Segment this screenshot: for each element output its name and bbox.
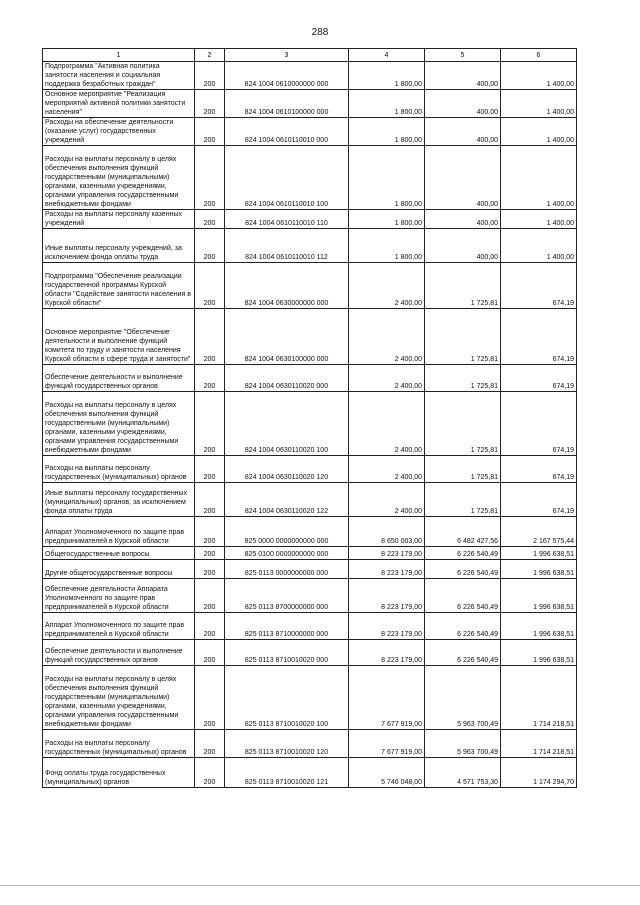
row-code-cell: 200	[195, 62, 225, 90]
row-value-col5-cell: 1 725,81	[425, 456, 501, 483]
row-value-col6-cell: 1 400,00	[501, 90, 577, 118]
row-classification-cell: 825 0113 8710010020 121	[225, 758, 349, 788]
row-code-cell: 200	[195, 560, 225, 579]
row-name-cell: Расходы на выплаты персоналу в целях обеспечения выполнения функций государственными (муниципальными) органами, казенными учреждениями, органами управления государственными внебюджетными фондами	[43, 146, 195, 210]
row-classification-cell: 824 1004 0610100000 000	[225, 90, 349, 118]
table-row	[43, 560, 577, 579]
header-cell: 6	[501, 49, 577, 62]
row-name-cell: Подпрограмма "Активная политика занятости населения и социальная поддержка безработных граждан"	[43, 62, 195, 90]
row-value-col6-cell: 1 400,00	[501, 118, 577, 146]
row-name-cell: Основное мероприятие "Реализация мероприятий активной политики занятости населения"	[43, 90, 195, 118]
table-row	[43, 118, 577, 146]
row-classification-cell: 825 0000 0000000000 000	[225, 517, 349, 547]
table-row	[43, 210, 577, 229]
row-name-cell: Иные выплаты персоналу государственных (муниципальных) органов, за исключением фонда оплаты труда	[43, 483, 195, 517]
row-name-cell: Основное мероприятие "Обеспечение деятельности и выполнение функций комитета по труду и занятости населения Курской области в сфере труда и занятости"	[43, 309, 195, 365]
page-edge-divider	[0, 885, 640, 886]
row-code-cell: 200	[195, 517, 225, 547]
row-classification-cell: 824 1004 0630110020 000	[225, 365, 349, 392]
row-value-col4-cell: 1 800,00	[349, 62, 425, 90]
row-value-col6-cell: 1 714 218,51	[501, 730, 577, 758]
row-value-col6-cell: 1 996 638,51	[501, 547, 577, 560]
row-value-col4-cell: 2 400,00	[349, 456, 425, 483]
budget-table	[42, 48, 577, 788]
table-body	[43, 62, 577, 788]
row-classification-cell: 825 0113 8710010020 120	[225, 730, 349, 758]
row-value-col4-cell: 1 800,00	[349, 90, 425, 118]
row-code-cell: 200	[195, 263, 225, 309]
row-value-col5-cell: 400,00	[425, 90, 501, 118]
table-row	[43, 365, 577, 392]
row-name-cell: Обеспечение деятельности и выполнение функций государственных органов	[43, 640, 195, 666]
row-value-col6-cell: 1 400,00	[501, 229, 577, 263]
row-value-col5-cell: 400,00	[425, 229, 501, 263]
row-value-col6-cell: 1 400,00	[501, 62, 577, 90]
row-value-col6-cell: 674,19	[501, 365, 577, 392]
row-value-col5-cell: 1 725,81	[425, 365, 501, 392]
row-value-col5-cell: 1 725,81	[425, 392, 501, 456]
row-value-col4-cell: 5 746 048,00	[349, 758, 425, 788]
row-name-cell: Расходы на выплаты персоналу в целях обеспечения выполнения функций государственными (муниципальными) органами, казенными учреждениями, органами управления государственными внебюджетными фондами	[43, 666, 195, 730]
row-value-col4-cell: 2 400,00	[349, 263, 425, 309]
row-code-cell: 200	[195, 640, 225, 666]
row-value-col4-cell: 8 223 179,00	[349, 560, 425, 579]
row-value-col6-cell: 1 996 638,51	[501, 640, 577, 666]
row-value-col6-cell: 1 400,00	[501, 210, 577, 229]
row-value-col6-cell: 2 167 575,44	[501, 517, 577, 547]
table-row	[43, 547, 577, 560]
row-name-cell: Обеспечение деятельности и выполнение функций государственных органов	[43, 365, 195, 392]
row-classification-cell: 824 1004 0630110020 120	[225, 456, 349, 483]
row-classification-cell: 824 1004 0610110010 110	[225, 210, 349, 229]
row-code-cell: 200	[195, 229, 225, 263]
row-code-cell: 200	[195, 392, 225, 456]
row-classification-cell: 825 0113 8710010020 000	[225, 640, 349, 666]
table-row	[43, 309, 577, 365]
row-value-col5-cell: 6 226 540,49	[425, 560, 501, 579]
row-code-cell: 200	[195, 613, 225, 640]
row-name-cell: Расходы на выплаты персоналу в целях обеспечения выполнения функций государственными (муниципальными) органами, казенными учреждениями, органами управления государственными внебюджетными фондами	[43, 392, 195, 456]
row-classification-cell: 824 1004 0610110010 000	[225, 118, 349, 146]
row-value-col4-cell: 8 650 003,00	[349, 517, 425, 547]
row-classification-cell: 824 1004 0630000000 000	[225, 263, 349, 309]
row-classification-cell: 824 1004 0610110010 112	[225, 229, 349, 263]
table-row	[43, 263, 577, 309]
row-value-col5-cell: 5 963 700,49	[425, 730, 501, 758]
row-value-col4-cell: 2 400,00	[349, 365, 425, 392]
row-name-cell: Другие общегосударственные вопросы	[43, 560, 195, 579]
row-value-col5-cell: 400,00	[425, 210, 501, 229]
row-value-col5-cell: 1 725,81	[425, 483, 501, 517]
row-classification-cell: 824 1004 0630100000 000	[225, 309, 349, 365]
row-value-col6-cell: 674,19	[501, 309, 577, 365]
table-row	[43, 517, 577, 547]
header-cell: 3	[225, 49, 349, 62]
row-classification-cell: 824 1004 0610000000 000	[225, 62, 349, 90]
row-classification-cell: 824 1004 0630110020 100	[225, 392, 349, 456]
table-row	[43, 613, 577, 640]
table-row	[43, 146, 577, 210]
table-row	[43, 640, 577, 666]
row-code-cell: 200	[195, 90, 225, 118]
row-name-cell: Подпрограмма "Обеспечение реализации государственной программы Курской области "Содействие занятости населения в Курской области"	[43, 263, 195, 309]
table-row	[43, 483, 577, 517]
row-code-cell: 200	[195, 579, 225, 613]
header-cell: 2	[195, 49, 225, 62]
row-value-col6-cell: 1 996 638,51	[501, 613, 577, 640]
row-value-col5-cell: 1 725,81	[425, 309, 501, 365]
table-row	[43, 392, 577, 456]
row-value-col4-cell: 7 677 919,00	[349, 666, 425, 730]
row-value-col4-cell: 1 800,00	[349, 146, 425, 210]
row-value-col5-cell: 6 226 540,49	[425, 613, 501, 640]
row-value-col6-cell: 674,19	[501, 456, 577, 483]
row-name-cell: Расходы на обеспечение деятельности (оказание услуг) государственных учреждений	[43, 118, 195, 146]
row-value-col5-cell: 400,00	[425, 146, 501, 210]
row-name-cell: Иные выплаты персоналу учреждений, за исключением фонда оплаты труда	[43, 229, 195, 263]
row-value-col5-cell: 6 226 540,49	[425, 640, 501, 666]
row-value-col4-cell: 1 800,00	[349, 210, 425, 229]
table-row	[43, 90, 577, 118]
header-cell: 4	[349, 49, 425, 62]
row-value-col5-cell: 6 482 427,56	[425, 517, 501, 547]
row-value-col4-cell: 2 400,00	[349, 309, 425, 365]
row-name-cell: Обеспечение деятельности Аппарата Уполномоченного по защите прав предпринимателей в Курской области	[43, 579, 195, 613]
row-value-col5-cell: 400,00	[425, 118, 501, 146]
table-row	[43, 229, 577, 263]
row-value-col6-cell: 1 174 294,70	[501, 758, 577, 788]
row-value-col4-cell: 8 223 179,00	[349, 579, 425, 613]
row-value-col6-cell: 1 996 638,51	[501, 560, 577, 579]
row-classification-cell: 825 0100 0000000000 000	[225, 547, 349, 560]
table-row	[43, 579, 577, 613]
row-code-cell: 200	[195, 118, 225, 146]
row-code-cell: 200	[195, 666, 225, 730]
row-value-col4-cell: 2 400,00	[349, 392, 425, 456]
table-row	[43, 730, 577, 758]
row-classification-cell: 825 0113 0000000000 000	[225, 560, 349, 579]
row-value-col4-cell: 7 677 919,00	[349, 730, 425, 758]
row-value-col4-cell: 1 800,00	[349, 229, 425, 263]
row-value-col6-cell: 674,19	[501, 263, 577, 309]
row-value-col4-cell: 2 400,00	[349, 483, 425, 517]
row-name-cell: Фонд оплаты труда государственных (муниципальных) органов	[43, 758, 195, 788]
row-name-cell: Общегосударственные вопросы	[43, 547, 195, 560]
row-code-cell: 200	[195, 758, 225, 788]
row-classification-cell: 825 0113 8710010020 100	[225, 666, 349, 730]
row-code-cell: 200	[195, 365, 225, 392]
row-classification-cell: 824 1004 0630110020 122	[225, 483, 349, 517]
row-value-col4-cell: 1 800,00	[349, 118, 425, 146]
row-value-col5-cell: 6 226 540,49	[425, 579, 501, 613]
row-value-col5-cell: 1 725,81	[425, 263, 501, 309]
row-value-col5-cell: 400,00	[425, 62, 501, 90]
row-value-col6-cell: 1 996 638,51	[501, 579, 577, 613]
row-name-cell: Расходы на выплаты персоналу государственных (муниципальных) органов	[43, 730, 195, 758]
row-value-col6-cell: 674,19	[501, 483, 577, 517]
header-cell: 5	[425, 49, 501, 62]
row-classification-cell: 824 1004 0610110010 100	[225, 146, 349, 210]
table-row	[43, 758, 577, 788]
row-code-cell: 200	[195, 210, 225, 229]
header-cell: 1	[43, 49, 195, 62]
row-code-cell: 200	[195, 309, 225, 365]
row-value-col5-cell: 6 226 540,49	[425, 547, 501, 560]
row-code-cell: 200	[195, 146, 225, 210]
row-value-col6-cell: 1 400,00	[501, 146, 577, 210]
row-value-col6-cell: 1 714 218,51	[501, 666, 577, 730]
row-code-cell: 200	[195, 483, 225, 517]
table-row	[43, 456, 577, 483]
row-code-cell: 200	[195, 547, 225, 560]
row-name-cell: Аппарат Уполномоченного по защите прав предпринимателей в Курской области	[43, 613, 195, 640]
row-code-cell: 200	[195, 730, 225, 758]
row-name-cell: Аппарат Уполномоченного по защите прав предпринимателей в Курской области	[43, 517, 195, 547]
row-value-col6-cell: 674,19	[501, 392, 577, 456]
row-name-cell: Расходы на выплаты персоналу казенных учреждений	[43, 210, 195, 229]
table-row	[43, 666, 577, 730]
table-header-row	[43, 49, 577, 62]
row-classification-cell: 825 0113 8700000000 000	[225, 579, 349, 613]
row-value-col4-cell: 8 223 179,00	[349, 613, 425, 640]
row-classification-cell: 825 0113 8710000000 000	[225, 613, 349, 640]
row-value-col4-cell: 8 223 179,00	[349, 640, 425, 666]
row-value-col5-cell: 4 571 753,30	[425, 758, 501, 788]
row-value-col5-cell: 5 963 700,49	[425, 666, 501, 730]
page-number: 288	[311, 27, 329, 38]
row-name-cell: Расходы на выплаты персоналу государственных (муниципальных) органов	[43, 456, 195, 483]
table-row	[43, 62, 577, 90]
row-value-col4-cell: 8 223 179,00	[349, 547, 425, 560]
row-code-cell: 200	[195, 456, 225, 483]
